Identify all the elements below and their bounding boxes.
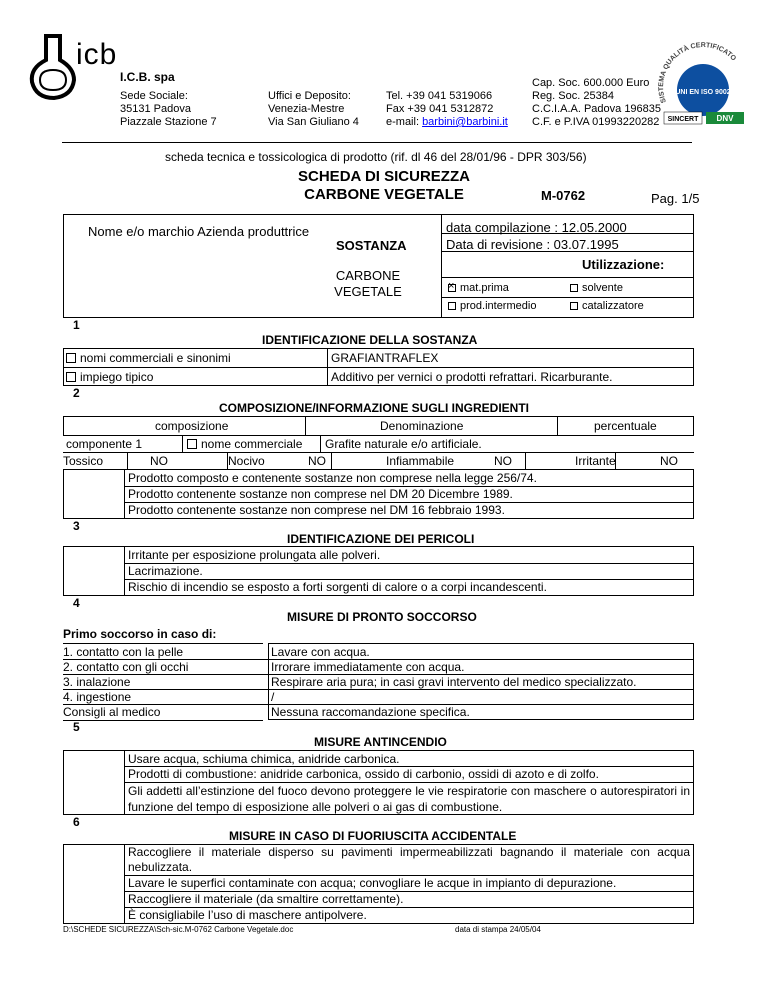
table-divider	[525, 452, 526, 469]
section-4-number: 4	[73, 596, 80, 610]
company-name: I.C.B. spa	[120, 70, 175, 84]
checkbox-icon[interactable]	[66, 372, 76, 382]
header-percentuale: percentuale	[594, 419, 657, 433]
option-mat-prima[interactable]	[448, 282, 509, 294]
product-code: M-0762	[541, 188, 586, 203]
table-divider	[63, 367, 694, 368]
hazard-line: Rischio di incendio se esposto a forti sorgenti di calore o a corpi incandescenti.	[128, 580, 547, 594]
table-divider	[124, 546, 125, 596]
row-label-text: impiego tipico	[80, 370, 154, 384]
cert-dnv-text: DNV	[716, 114, 734, 123]
table-divider	[227, 452, 228, 469]
row-label	[66, 351, 231, 365]
infiammabile-label: Infiammabile	[386, 454, 455, 468]
table-divider	[305, 416, 306, 436]
header-col4-line: Cap. Soc. 600.000 Euro	[532, 77, 650, 89]
tossico-label: Tossico	[63, 454, 104, 468]
option-catalizzatore[interactable]	[570, 300, 644, 312]
table-divider	[331, 452, 332, 469]
header-divider	[62, 142, 692, 143]
logo-text: icb	[76, 38, 118, 71]
component-name: Grafite naturale e/o artificiale.	[325, 437, 482, 451]
spill-paragraph: Raccogliere il materiale disperso su pavimenti impermeabilizzati bagnando il materiale con acqua nebulizzata.	[128, 845, 690, 874]
first-aid-label: 2. contatto con gli occhi	[63, 660, 189, 674]
tossico-value: NO	[150, 454, 168, 468]
sostanza-name-line: VEGETALE	[334, 284, 402, 299]
company-logo	[26, 30, 121, 102]
header-contact-col	[386, 90, 508, 129]
info-divider	[441, 277, 694, 278]
first-aid-value: Lavare con acqua.	[271, 645, 370, 659]
component-label: componente 1	[66, 437, 143, 451]
row-label-text: nomi commerciali e sinonimi	[80, 351, 231, 365]
table-divider	[182, 436, 183, 452]
header-col4-line: C.C.I.A.A. Padova 196835	[532, 103, 662, 115]
spill-line: Raccogliere il materiale (da smaltire correttamente).	[128, 892, 404, 906]
irritante-value: NO	[660, 454, 678, 468]
table-divider	[124, 844, 125, 924]
header-col4-line: C.F. e P.IVA 01993220282	[532, 116, 660, 128]
sostanza-label: SOSTANZA	[336, 238, 407, 253]
first-aid-value: /	[271, 690, 275, 704]
header-depot-col	[268, 90, 359, 129]
header-tel: Tel. +39 041 5319066	[386, 90, 493, 102]
first-aid-value: Irrorare immediatamente con acqua.	[271, 660, 465, 674]
option-prod-intermedio[interactable]	[448, 300, 536, 312]
option-label: mat.prima	[460, 282, 509, 294]
first-aid-value: Nessuna raccomandazione specifica.	[271, 705, 470, 719]
spill-line: Lavare le superfici contaminate con acqua; convogliare le acque in impianto di depurazione.	[128, 876, 617, 890]
first-aid-label: 3. inalazione	[63, 675, 131, 689]
title-line-2: CARBONE VEGETALE	[304, 186, 464, 203]
header-col1-line: Sede Sociale:	[120, 90, 188, 102]
table-divider	[124, 563, 694, 564]
manufacturer-label: Nome e/o marchio Azienda produttrice	[88, 224, 310, 239]
option-label: solvente	[582, 282, 623, 294]
cert-sincert-text: SINCERT	[667, 116, 699, 123]
fire-paragraph: Gli addetti all’estinzione del fuoco devono proteggere le vie respiratorie con maschere o autorespiratori in funzione del tempo di esposizione alle polveri o ai gas di combustione.	[128, 784, 690, 814]
header-composizione: composizione	[155, 419, 229, 433]
fire-line: Prodotti di combustione: anidride carbonica, ossido di carbonio, ossidi di azoto e di zolfo.	[128, 767, 599, 781]
section-3-number: 3	[73, 519, 80, 533]
header-col2-line: Via San Giuliano 4	[268, 116, 359, 128]
section-5-number: 5	[73, 720, 80, 734]
section-1-title: IDENTIFICAZIONE DELLA SOSTANZA	[262, 333, 478, 347]
header-fax: Fax +39 041 5312872	[386, 103, 494, 115]
document-subtitle: scheda tecnica e tossicologica di prodotto (rif. dl 46 del 28/01/96 - DPR 303/56)	[165, 150, 587, 164]
option-solvente[interactable]	[570, 282, 623, 294]
note-line: Prodotto contenente sostanze non comprese nel DM 20 Dicembre 1989.	[128, 487, 513, 501]
data-revisione: Data di revisione : 03.07.1995	[446, 237, 619, 252]
table-divider	[557, 416, 558, 436]
first-aid-intro: Primo soccorso in caso di:	[63, 627, 217, 641]
table-divider	[320, 436, 321, 452]
email-link[interactable]: barbini@barbini.it	[422, 116, 508, 128]
table-divider	[63, 452, 694, 453]
table-divider	[124, 469, 125, 519]
cert-ring-text: SISTEMA QUALITÀ CERTIFICATO	[658, 42, 738, 104]
first-aid-value: Respirare aria pura; in casi gravi intervento del medico specializzato.	[271, 675, 637, 689]
header-address-col	[120, 90, 217, 129]
checkbox-icon[interactable]	[570, 284, 578, 292]
footer-print-date: data di stampa 24/05/04	[455, 925, 541, 934]
hazard-line: Lacrimazione.	[128, 564, 203, 578]
table-divider	[63, 643, 263, 644]
option-label: prod.intermedio	[460, 300, 537, 312]
note-line: Prodotto composto e contenente sostanze non comprese nella legge 256/74.	[128, 471, 537, 485]
header-col2-line: Uffici e Deposito:	[268, 90, 351, 102]
utilizzazione-label: Utilizzazione:	[582, 257, 665, 272]
checkbox-icon[interactable]	[448, 302, 456, 310]
infiammabile-value: NO	[494, 454, 512, 468]
section-6-number: 6	[73, 815, 80, 829]
page-number: Pag. 1/5	[651, 191, 700, 206]
header-email	[386, 116, 508, 129]
component-type	[187, 437, 302, 451]
header-denominazione: Denominazione	[380, 419, 464, 433]
nocivo-label: Nocivo	[228, 454, 265, 468]
table-divider	[63, 689, 694, 690]
info-divider	[441, 297, 694, 298]
section-5-title: MISURE ANTINCENDIO	[314, 735, 447, 749]
checkbox-checked-icon[interactable]	[448, 284, 456, 292]
hazard-line: Irritante per esposizione prolungata alle polveri.	[128, 548, 381, 562]
certification-seal	[656, 42, 750, 128]
data-compilazione: data compilazione : 12.05.2000	[446, 220, 627, 235]
section-4-title: MISURE DI PRONTO SOCCORSO	[287, 610, 477, 624]
checkbox-icon[interactable]	[187, 439, 197, 449]
row-label	[66, 370, 153, 384]
header-legal-col	[532, 77, 661, 129]
section-6-title: MISURE IN CASO DI FUORIUSCITA ACCIDENTALE	[229, 829, 517, 843]
table-divider	[63, 720, 263, 721]
footer-path: D:\SCHEDE SICUREZZA\Sch-sic.M-0762 Carbone Vegetale.doc	[63, 925, 294, 934]
section-2-number: 2	[73, 386, 80, 400]
note-line: Prodotto contenente sostanze non comprese nel DM 16 febbraio 1993.	[128, 503, 505, 517]
table-divider	[127, 452, 128, 469]
irritante-label: Irritante	[575, 454, 616, 468]
fire-line: Usare acqua, schiuma chimica, anidride carbonica.	[128, 752, 400, 766]
section-2-title: COMPOSIZIONE/INFORMAZIONE SUGLI INGREDIENTI	[219, 401, 530, 415]
option-label: catalizzatore	[582, 300, 644, 312]
header-col1-line: Piazzale Stazione 7	[120, 116, 217, 128]
header-col4-line: Reg. Soc. 25384	[532, 90, 614, 102]
table-divider	[615, 452, 616, 469]
cert-center-text: UNI EN ISO 9002	[675, 89, 731, 96]
first-aid-label: Consigli al medico	[63, 705, 161, 719]
spill-line: È consigliabile l’uso di maschere antipolvere.	[128, 908, 367, 922]
info-divider	[441, 214, 442, 318]
first-aid-label: 4. ingestione	[63, 690, 132, 704]
header-col1-line: 35131 Padova	[120, 103, 191, 115]
table-divider	[327, 348, 328, 386]
row-value: GRAFIANTRAFLEX	[331, 351, 439, 365]
checkbox-icon[interactable]	[570, 302, 578, 310]
section-3-title: IDENTIFICAZIONE DEI PERICOLI	[287, 532, 475, 546]
component-type-text: nome commerciale	[201, 437, 303, 451]
nocivo-value: NO	[308, 454, 326, 468]
sostanza-name	[318, 268, 418, 300]
header-col2-line: Venezia-Mestre	[268, 103, 345, 115]
first-aid-label: 1. contatto con la pelle	[63, 645, 184, 659]
email-label: e-mail:	[386, 116, 423, 128]
row-value: Additivo per vernici o prodotti refrattari. Ricarburante.	[331, 370, 613, 384]
section-1-number: 1	[73, 318, 80, 332]
sostanza-name-line: CARBONE	[335, 268, 401, 283]
title-line-1: SCHEDA DI SICUREZZA	[298, 168, 470, 185]
checkbox-icon[interactable]	[66, 353, 76, 363]
